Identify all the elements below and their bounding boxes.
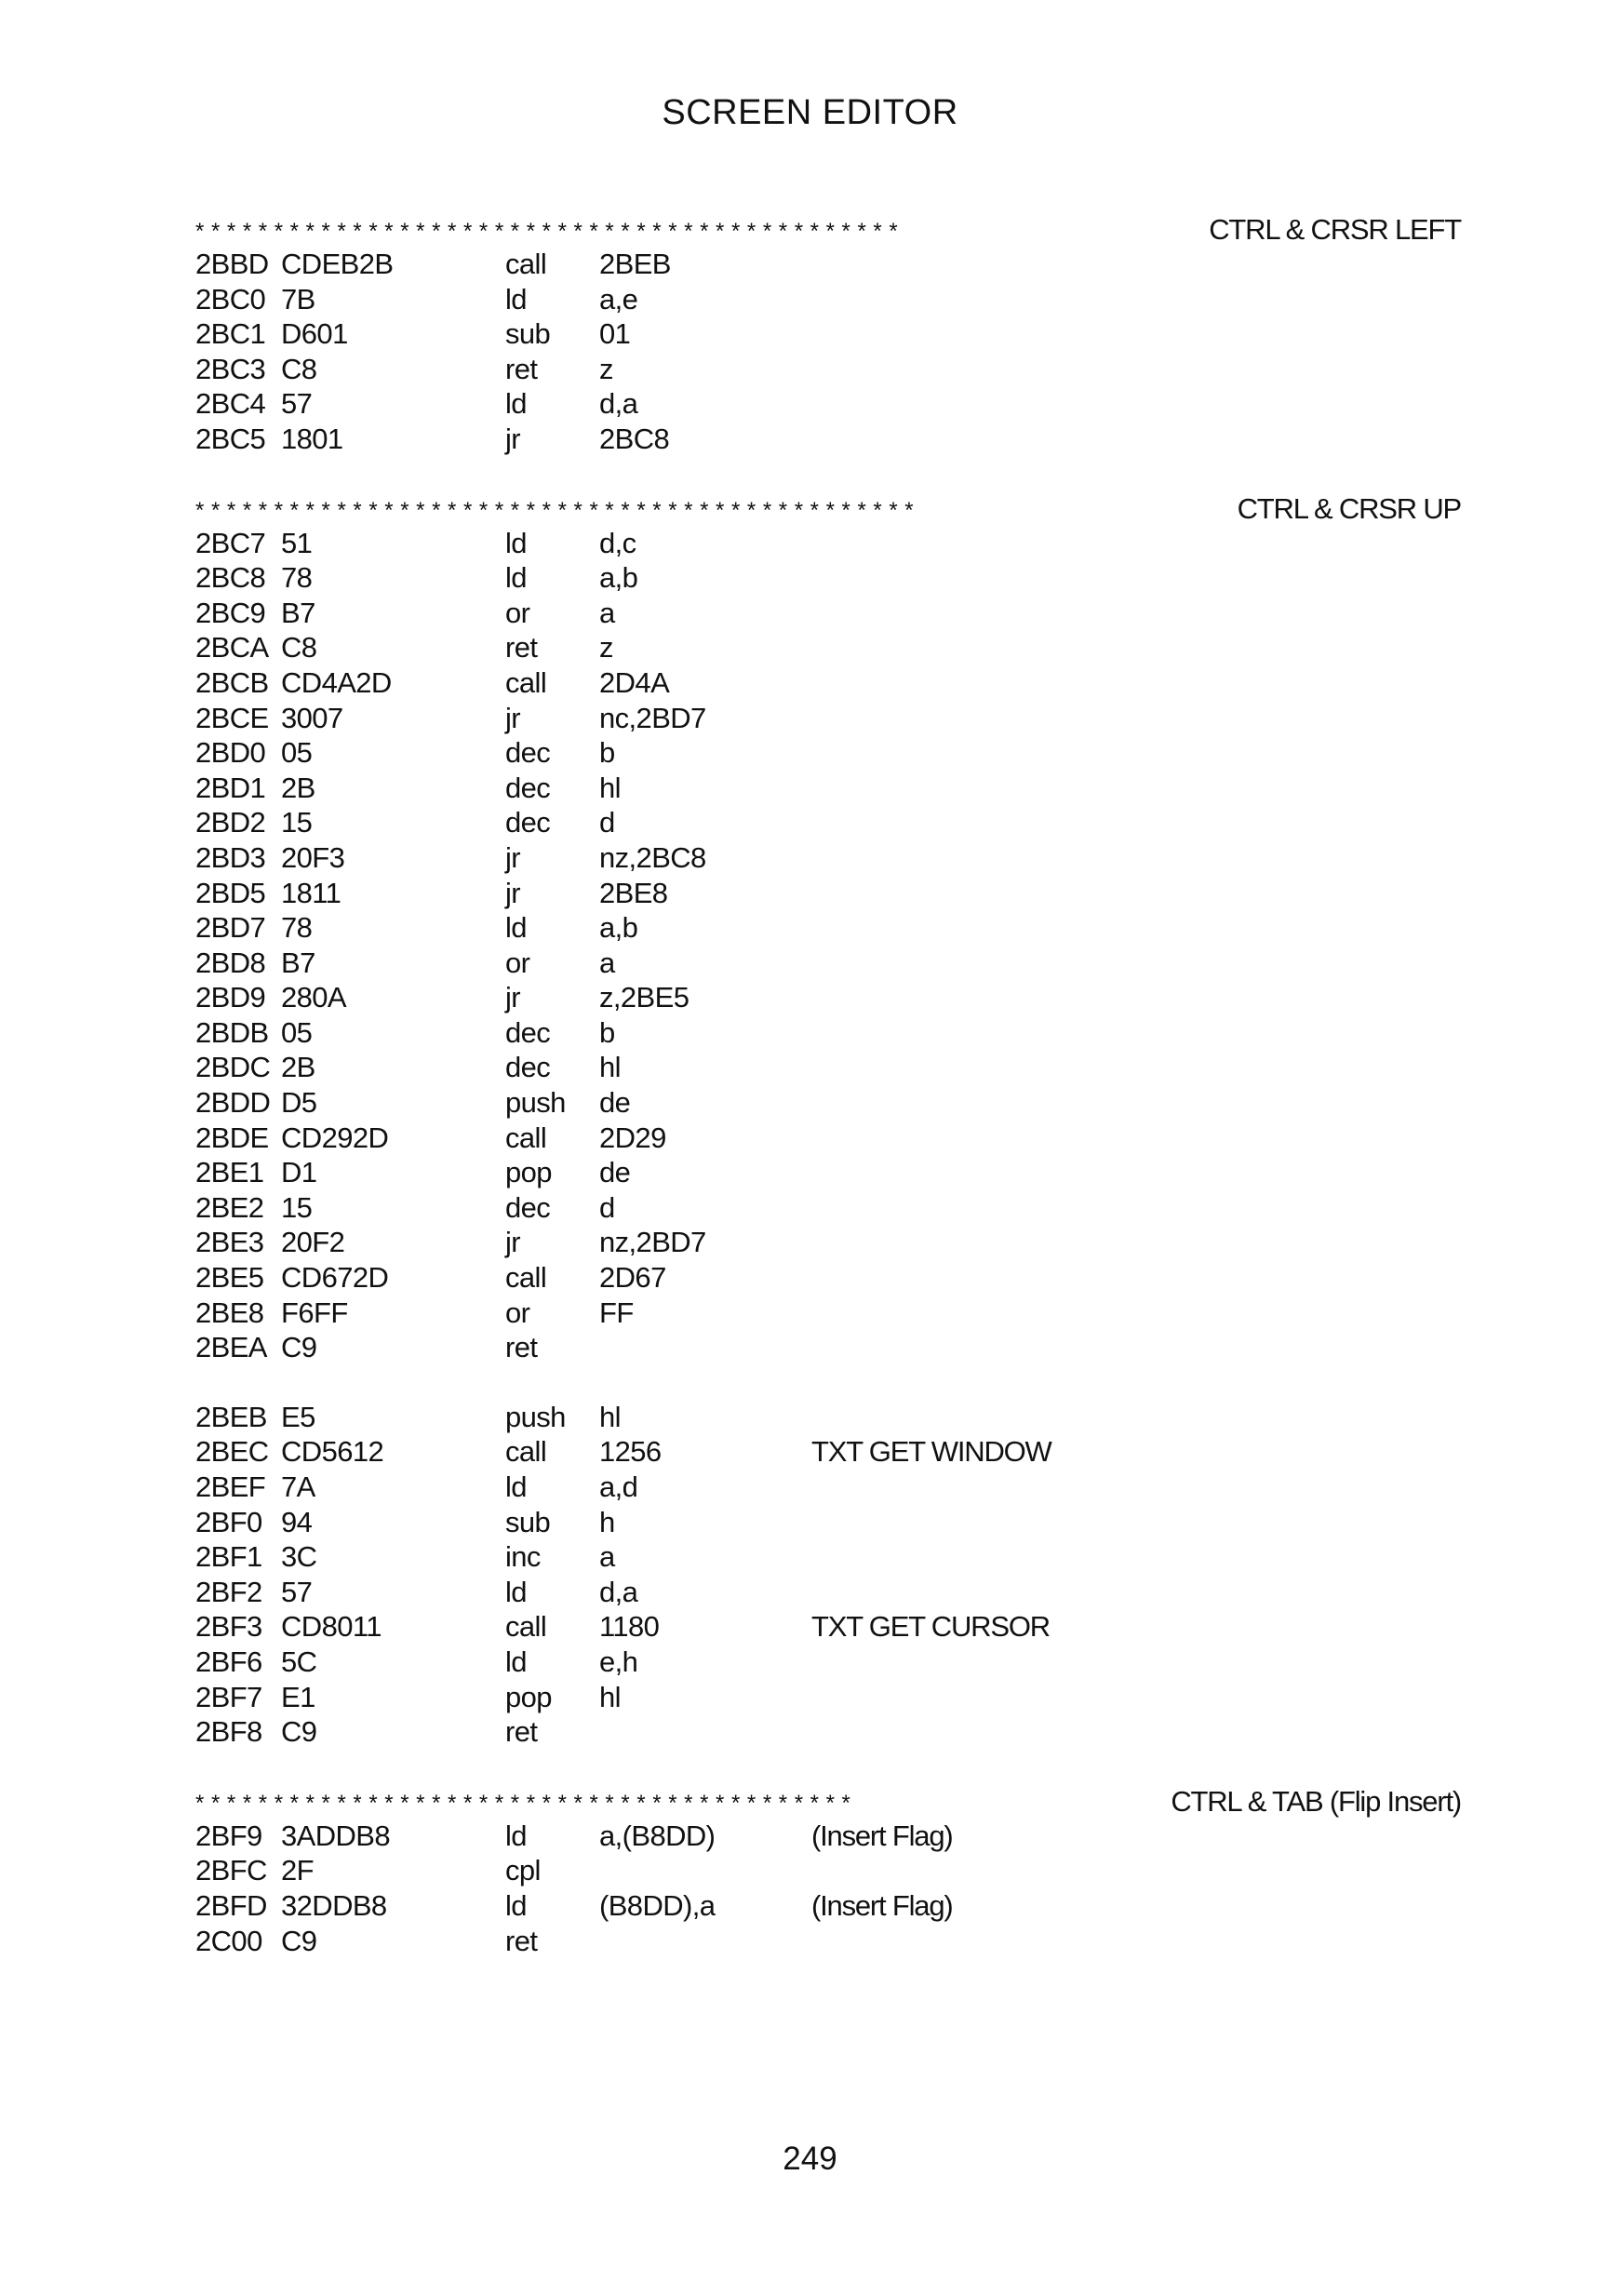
opcode-cell: call	[505, 1610, 547, 1644]
bytes-cell: 5C	[281, 1645, 317, 1678]
operand-cell: 2BE8	[599, 876, 668, 909]
operand-cell: hl	[599, 771, 621, 804]
opcode-cell: ld	[505, 1575, 527, 1608]
opcode-cell: ld	[505, 1819, 527, 1852]
opcode-cell: ld	[505, 911, 527, 945]
listing-row	[195, 1400, 1461, 1435]
listing-row	[195, 1050, 1461, 1085]
operand-cell: d,a	[599, 1575, 638, 1608]
opcode-cell: ld	[505, 1888, 527, 1922]
opcode-cell: pop	[505, 1156, 552, 1189]
section-header-label: CTRL & CRSR LEFT	[1201, 212, 1461, 247]
opcode-cell: ld	[505, 1470, 527, 1503]
address-cell: 2BF3	[195, 1610, 262, 1644]
listing-row	[195, 805, 1461, 840]
bytes-cell: CD8011	[281, 1610, 382, 1644]
listing-row	[195, 1260, 1461, 1296]
opcode-cell: ret	[505, 1715, 538, 1749]
opcode-cell: dec	[505, 771, 551, 804]
address-cell: 2BF6	[195, 1645, 262, 1678]
bytes-cell: 20F3	[281, 840, 345, 874]
address-cell: 2BC0	[195, 282, 266, 316]
operand-cell: a,e	[599, 282, 638, 316]
operand-cell: 1180	[599, 1610, 660, 1644]
address-cell: 2BC9	[195, 596, 266, 629]
section-header-label: CTRL & TAB (Flip Insert)	[1163, 1784, 1461, 1819]
comment-cell: TXT GET WINDOW	[811, 1435, 1051, 1469]
operand-cell: d,c	[599, 526, 636, 559]
bytes-cell: 3C	[281, 1540, 317, 1574]
operand-cell: 01	[599, 317, 631, 351]
opcode-cell: dec	[505, 1015, 551, 1049]
operand-cell: d	[599, 806, 615, 839]
address-cell: 2BDD	[195, 1086, 271, 1120]
bytes-cell: 05	[281, 736, 313, 770]
listing-row	[195, 1575, 1461, 1610]
address-cell: 2BC4	[195, 387, 266, 421]
asterisk-rule: *********************************************	[195, 219, 905, 244]
listing-row	[195, 282, 1461, 317]
listing-row	[195, 247, 1461, 282]
listing-row	[195, 701, 1461, 736]
bytes-cell: D601	[281, 317, 348, 351]
opcode-cell: push	[505, 1400, 566, 1433]
address-cell: 2BF2	[195, 1575, 262, 1608]
listing-row	[195, 1015, 1461, 1051]
opcode-cell: or	[505, 596, 530, 629]
operand-cell: h	[599, 1505, 615, 1538]
bytes-cell: D5	[281, 1086, 317, 1120]
address-cell: 2BBD	[195, 248, 269, 280]
bytes-cell: B7	[281, 596, 315, 629]
listing-row	[195, 1539, 1461, 1575]
listing-row	[195, 1470, 1461, 1505]
operand-cell: 2BC8	[599, 422, 670, 455]
bytes-cell: C8	[281, 352, 317, 385]
bytes-cell: 20F2	[281, 1226, 345, 1259]
bytes-cell: 15	[281, 806, 313, 839]
bytes-cell: D1	[281, 1156, 317, 1189]
assembly-listing	[195, 212, 1461, 1993]
operand-cell: de	[599, 1156, 631, 1189]
bytes-cell: 32DDB8	[281, 1888, 387, 1922]
opcode-cell: call	[505, 1435, 547, 1469]
section-header-label: CTRL & CRSR UP	[1230, 491, 1461, 526]
bytes-cell: 2B	[281, 771, 315, 804]
operand-cell: 2BEB	[599, 248, 671, 280]
listing-row	[195, 771, 1461, 806]
listing-row	[195, 1680, 1461, 1715]
address-cell: 2BD2	[195, 806, 266, 839]
address-cell: 2BC7	[195, 526, 266, 559]
bytes-cell: 7B	[281, 282, 315, 316]
listing-row	[195, 630, 1461, 665]
operand-cell: a,b	[599, 561, 638, 595]
listing-row	[195, 910, 1461, 946]
listing-row	[195, 1190, 1461, 1226]
operand-cell: d	[599, 1190, 615, 1224]
opcode-cell: ret	[505, 1331, 538, 1364]
address-cell: 2BD8	[195, 946, 266, 979]
address-cell: 2BFD	[195, 1888, 267, 1922]
address-cell: 2BCE	[195, 701, 269, 734]
address-cell: 2BE8	[195, 1296, 264, 1329]
listing-row	[195, 316, 1461, 352]
operand-cell: b	[599, 736, 615, 770]
operand-cell: b	[599, 1015, 615, 1049]
listing-row	[195, 1121, 1461, 1156]
opcode-cell: or	[505, 1296, 530, 1329]
operand-cell: z	[599, 631, 613, 665]
opcode-cell: dec	[505, 736, 551, 770]
opcode-cell: ld	[505, 561, 527, 595]
bytes-cell: E1	[281, 1680, 315, 1713]
bytes-cell: B7	[281, 946, 315, 979]
listing-row	[195, 876, 1461, 911]
address-cell: 2BD1	[195, 771, 266, 804]
opcode-cell: inc	[505, 1540, 541, 1574]
listing-row	[195, 1296, 1461, 1331]
listing-section	[195, 1784, 1461, 1958]
address-cell: 2BE5	[195, 1261, 264, 1295]
opcode-cell: ld	[505, 387, 527, 421]
bytes-cell: CD672D	[281, 1261, 389, 1295]
page-title: SCREEN EDITOR	[662, 93, 958, 132]
bytes-cell: 7A	[281, 1470, 315, 1503]
operand-cell: z	[599, 352, 613, 385]
listing-row	[195, 1645, 1461, 1680]
bytes-cell: 2B	[281, 1051, 315, 1084]
listing-section	[195, 491, 1461, 1365]
operand-cell: 2D67	[599, 1261, 666, 1295]
bytes-cell: CDEB2B	[281, 248, 394, 280]
opcode-cell: jr	[505, 840, 521, 874]
listing-row	[195, 1819, 1461, 1854]
operand-cell: nc,2BD7	[599, 701, 706, 734]
operand-cell: nz,2BC8	[599, 840, 706, 874]
listing-row	[195, 1888, 1461, 1924]
opcode-cell: dec	[505, 1051, 551, 1084]
bytes-cell: 05	[281, 1015, 313, 1049]
operand-cell: a	[599, 1540, 615, 1574]
address-cell: 2C00	[195, 1924, 262, 1957]
bytes-cell: 15	[281, 1190, 313, 1224]
listing-row	[195, 1225, 1461, 1260]
listing-row	[195, 596, 1461, 631]
listing-row	[195, 1609, 1461, 1645]
listing-row	[195, 1714, 1461, 1750]
listing-row	[195, 1330, 1461, 1365]
section-header	[195, 491, 1461, 526]
bytes-cell: 78	[281, 561, 313, 595]
operand-cell: a,(B8DD)	[599, 1819, 716, 1852]
listing-row	[195, 1853, 1461, 1888]
listing-row	[195, 980, 1461, 1015]
address-cell: 2BC1	[195, 317, 266, 351]
operand-cell: (B8DD),a	[599, 1888, 716, 1922]
address-cell: 2BE3	[195, 1226, 264, 1259]
address-cell: 2BD5	[195, 876, 266, 909]
listing-row	[195, 352, 1461, 387]
bytes-cell: 51	[281, 526, 313, 559]
asterisk-rule: ******************************************	[195, 1790, 858, 1816]
operand-cell: FF	[599, 1296, 634, 1329]
asterisk-rule: **********************************************	[195, 497, 921, 523]
listing-row	[195, 735, 1461, 771]
opcode-cell: jr	[505, 1226, 521, 1259]
operand-cell: a	[599, 946, 615, 979]
listing-row	[195, 840, 1461, 876]
listing-row	[195, 946, 1461, 981]
bytes-cell: 57	[281, 1575, 313, 1608]
listing-row	[195, 1434, 1461, 1470]
bytes-cell: E5	[281, 1400, 315, 1433]
address-cell: 2BC8	[195, 561, 266, 595]
operand-cell: e,h	[599, 1645, 638, 1678]
opcode-cell: dec	[505, 1190, 551, 1224]
bytes-cell: C9	[281, 1715, 317, 1749]
bytes-cell: C8	[281, 631, 317, 665]
opcode-cell: pop	[505, 1680, 552, 1713]
opcode-cell: call	[505, 1121, 547, 1154]
address-cell: 2BF7	[195, 1680, 262, 1713]
operand-cell: 2D29	[599, 1121, 666, 1154]
address-cell: 2BDB	[195, 1015, 269, 1049]
address-cell: 2BD3	[195, 840, 266, 874]
address-cell: 2BD0	[195, 736, 266, 770]
comment-cell: (Insert Flag)	[811, 1888, 953, 1922]
operand-cell: hl	[599, 1051, 621, 1084]
page-number: 249	[783, 2141, 837, 2177]
opcode-cell: jr	[505, 701, 521, 734]
listing-row	[195, 1155, 1461, 1190]
bytes-cell: C9	[281, 1924, 317, 1957]
operand-cell: 2D4A	[599, 665, 670, 699]
opcode-cell: sub	[505, 317, 551, 351]
address-cell: 2BC3	[195, 352, 266, 385]
address-cell: 2BF9	[195, 1819, 262, 1852]
bytes-cell: C9	[281, 1331, 317, 1364]
listing-row	[195, 1924, 1461, 1959]
address-cell: 2BEC	[195, 1435, 269, 1469]
listing-row	[195, 1085, 1461, 1121]
operand-cell: 1256	[599, 1435, 662, 1469]
opcode-cell: or	[505, 946, 530, 979]
bytes-cell: CD292D	[281, 1121, 389, 1154]
bytes-cell: 3ADDB8	[281, 1819, 391, 1852]
opcode-cell: ld	[505, 282, 527, 316]
opcode-cell: jr	[505, 876, 521, 909]
comment-cell: TXT GET CURSOR	[811, 1610, 1050, 1644]
opcode-cell: ld	[505, 526, 527, 559]
section-header	[195, 212, 1461, 247]
listing-section	[195, 1400, 1461, 1750]
bytes-cell: 78	[281, 911, 313, 945]
opcode-cell: sub	[505, 1505, 551, 1538]
bytes-cell: 2F	[281, 1854, 314, 1887]
opcode-cell: call	[505, 665, 547, 699]
opcode-cell: ret	[505, 1924, 538, 1957]
address-cell: 2BDC	[195, 1051, 271, 1084]
listing-row	[195, 526, 1461, 561]
listing-row	[195, 422, 1461, 457]
address-cell: 2BEF	[195, 1470, 266, 1503]
address-cell: 2BDE	[195, 1121, 269, 1154]
listing-row	[195, 386, 1461, 422]
operand-cell: z,2BE5	[599, 981, 690, 1014]
listing-row	[195, 560, 1461, 596]
address-cell: 2BEB	[195, 1400, 267, 1433]
address-cell: 2BD7	[195, 911, 266, 945]
listing-row	[195, 1505, 1461, 1540]
address-cell: 2BC5	[195, 422, 266, 455]
bytes-cell: 1811	[281, 876, 341, 909]
operand-cell: a	[599, 596, 615, 629]
opcode-cell: dec	[505, 806, 551, 839]
opcode-cell: push	[505, 1086, 566, 1120]
bytes-cell: 1801	[281, 422, 343, 455]
operand-cell: hl	[599, 1680, 621, 1713]
bytes-cell: CD4A2D	[281, 665, 392, 699]
address-cell: 2BE1	[195, 1156, 264, 1189]
address-cell: 2BCB	[195, 665, 269, 699]
bytes-cell: 3007	[281, 701, 343, 734]
address-cell: 2BCA	[195, 631, 269, 665]
address-cell: 2BFC	[195, 1854, 267, 1887]
listing-section	[195, 212, 1461, 457]
opcode-cell: ld	[505, 1645, 527, 1678]
operand-cell: a,d	[599, 1470, 638, 1503]
opcode-cell: jr	[505, 422, 521, 455]
bytes-cell: F6FF	[281, 1296, 348, 1329]
bytes-cell: 94	[281, 1505, 313, 1538]
address-cell: 2BF8	[195, 1715, 262, 1749]
address-cell: 2BEA	[195, 1331, 267, 1364]
bytes-cell: CD5612	[281, 1435, 384, 1469]
opcode-cell: ret	[505, 352, 538, 385]
opcode-cell: cpl	[505, 1854, 541, 1887]
opcode-cell: call	[505, 248, 547, 280]
opcode-cell: jr	[505, 981, 521, 1014]
bytes-cell: 57	[281, 387, 313, 421]
address-cell: 2BF0	[195, 1505, 262, 1538]
operand-cell: nz,2BD7	[599, 1226, 706, 1259]
opcode-cell: call	[505, 1261, 547, 1295]
operand-cell: d,a	[599, 387, 638, 421]
opcode-cell: ret	[505, 631, 538, 665]
address-cell: 2BD9	[195, 981, 266, 1014]
section-header	[195, 1784, 1461, 1819]
operand-cell: a,b	[599, 911, 638, 945]
operand-cell: hl	[599, 1400, 621, 1433]
listing-row	[195, 665, 1461, 701]
address-cell: 2BE2	[195, 1190, 264, 1224]
operand-cell: de	[599, 1086, 631, 1120]
address-cell: 2BF1	[195, 1540, 262, 1574]
bytes-cell: 280A	[281, 981, 346, 1014]
comment-cell: (Insert Flag)	[811, 1819, 953, 1852]
